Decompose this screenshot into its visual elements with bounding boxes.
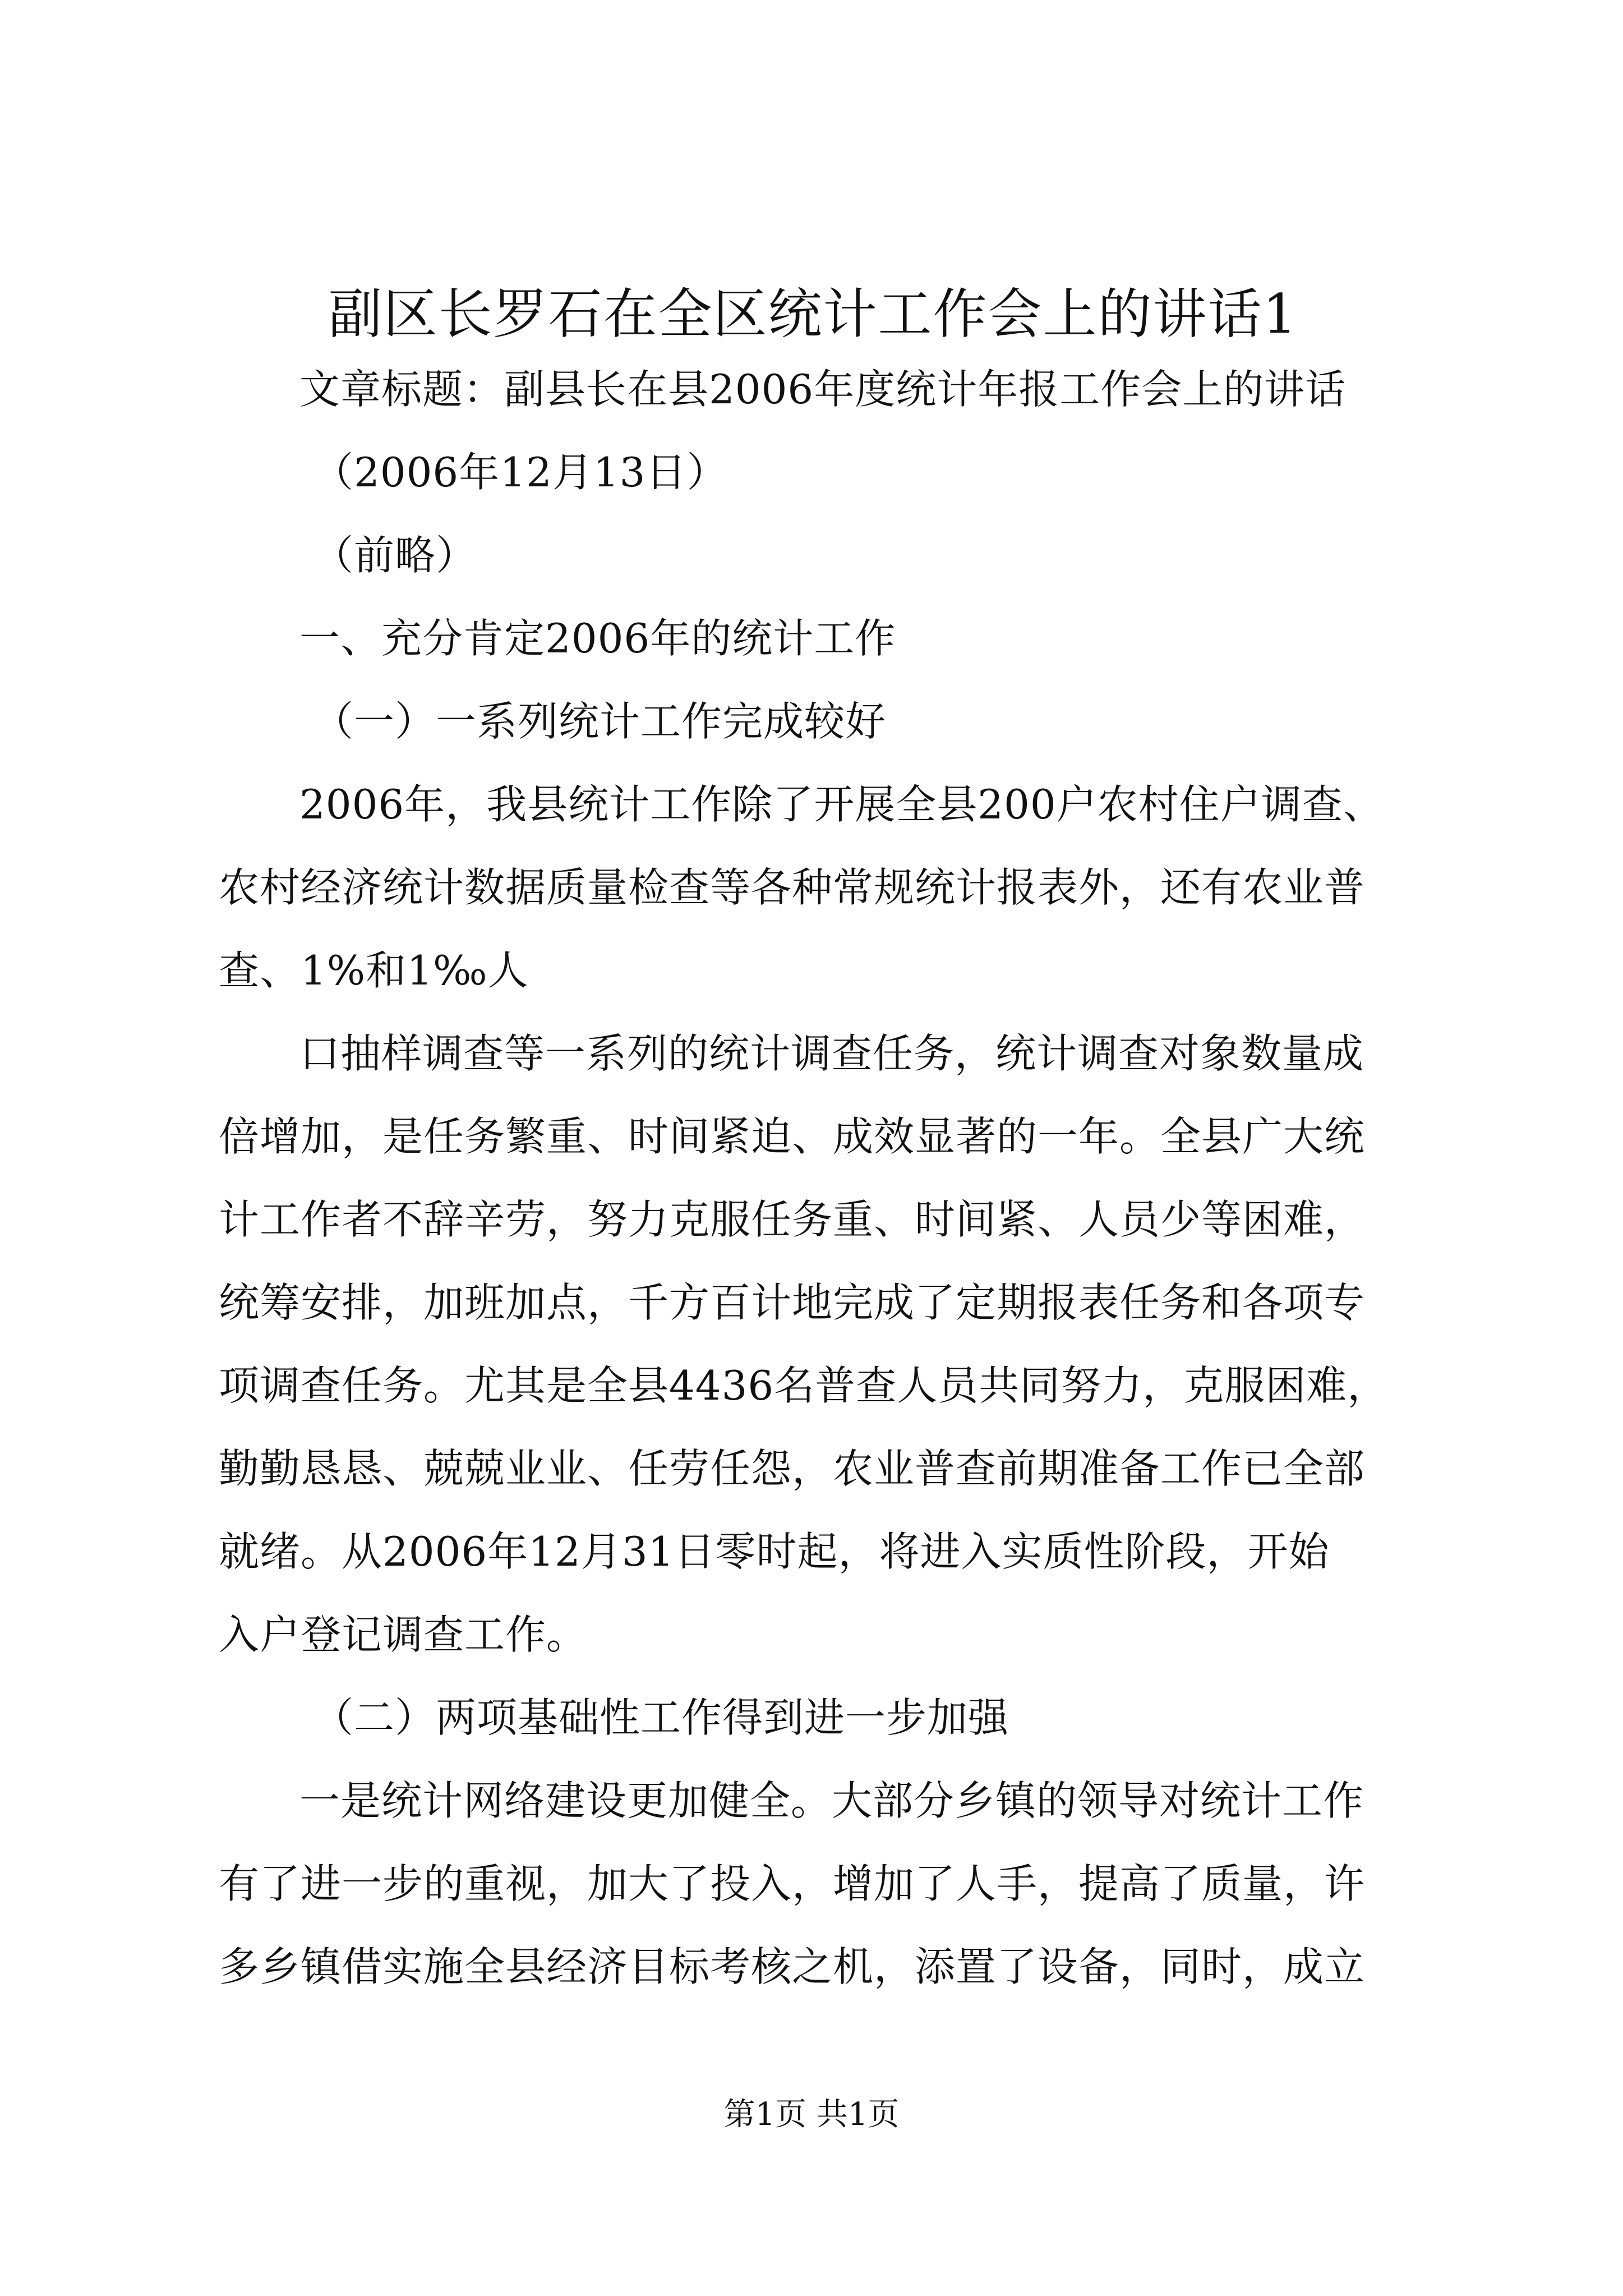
paragraph-line: 有了进一步的重视，加大了投入，增加了人手，提高了质量，许: [219, 1860, 1366, 1907]
paragraph-line: 一是统计网络建设更加健全。大部分乡镇的领导对统计工作: [299, 1777, 1364, 1824]
paragraph-line: 2006年，我县统计工作除了开展全县200户农村住户调查、: [299, 781, 1384, 828]
paragraph-line: 项调查任务。尤其是全县4436名普查人员共同努力，克服困难，: [219, 1362, 1389, 1409]
paragraph-line: 入户登记调查工作。: [219, 1611, 588, 1658]
paragraph-line: 文章标题：副县长在县2006年度统计年报工作会上的讲话: [299, 366, 1347, 413]
paragraph-line: 农村经济统计数据质量检查等各种常规统计报表外，还有农业普: [219, 864, 1366, 911]
paragraph-line: （前略）: [313, 532, 477, 579]
page-footer: 第1页 共1页: [723, 2096, 900, 2133]
paragraph-line: 计工作者不辞辛劳，努力克服任务重、时间紧、人员少等困难，: [219, 1196, 1366, 1243]
section-heading: 一、充分肯定2006年的统计工作: [299, 615, 896, 662]
paragraph-line: 勤勤恳恳、兢兢业业、任劳任怨，农业普查前期准备工作已全部: [219, 1445, 1366, 1492]
subsection-heading: （一）一系列统计工作完成较好: [313, 698, 887, 745]
paragraph-line: 口抽样调查等一系列的统计调查任务，统计调查对象数量成: [299, 1030, 1364, 1077]
document-title: 副区长罗石在全区统计工作会上的讲话1: [328, 283, 1298, 346]
document-body: [219, 348, 1410, 2008]
paragraph-line: 倍增加，是任务繁重、时间紧迫、成效显著的一年。全县广大统: [219, 1113, 1366, 1160]
subsection-heading: （二）两项基础性工作得到进一步加强: [313, 1694, 1009, 1741]
paragraph-line: 多乡镇借实施全县经济目标考核之机，添置了设备，同时，成立: [219, 1943, 1366, 1990]
paragraph-line: （2006年12月13日）: [313, 449, 728, 496]
paragraph-line: 查、1%和1‰人: [219, 947, 529, 994]
paragraph-line: 统筹安排，加班加点，千方百计地完成了定期报表任务和各项专: [219, 1279, 1366, 1326]
paragraph-line: 就绪。从2006年12月31日零时起，将进入实质性阶段，开始: [219, 1528, 1330, 1575]
